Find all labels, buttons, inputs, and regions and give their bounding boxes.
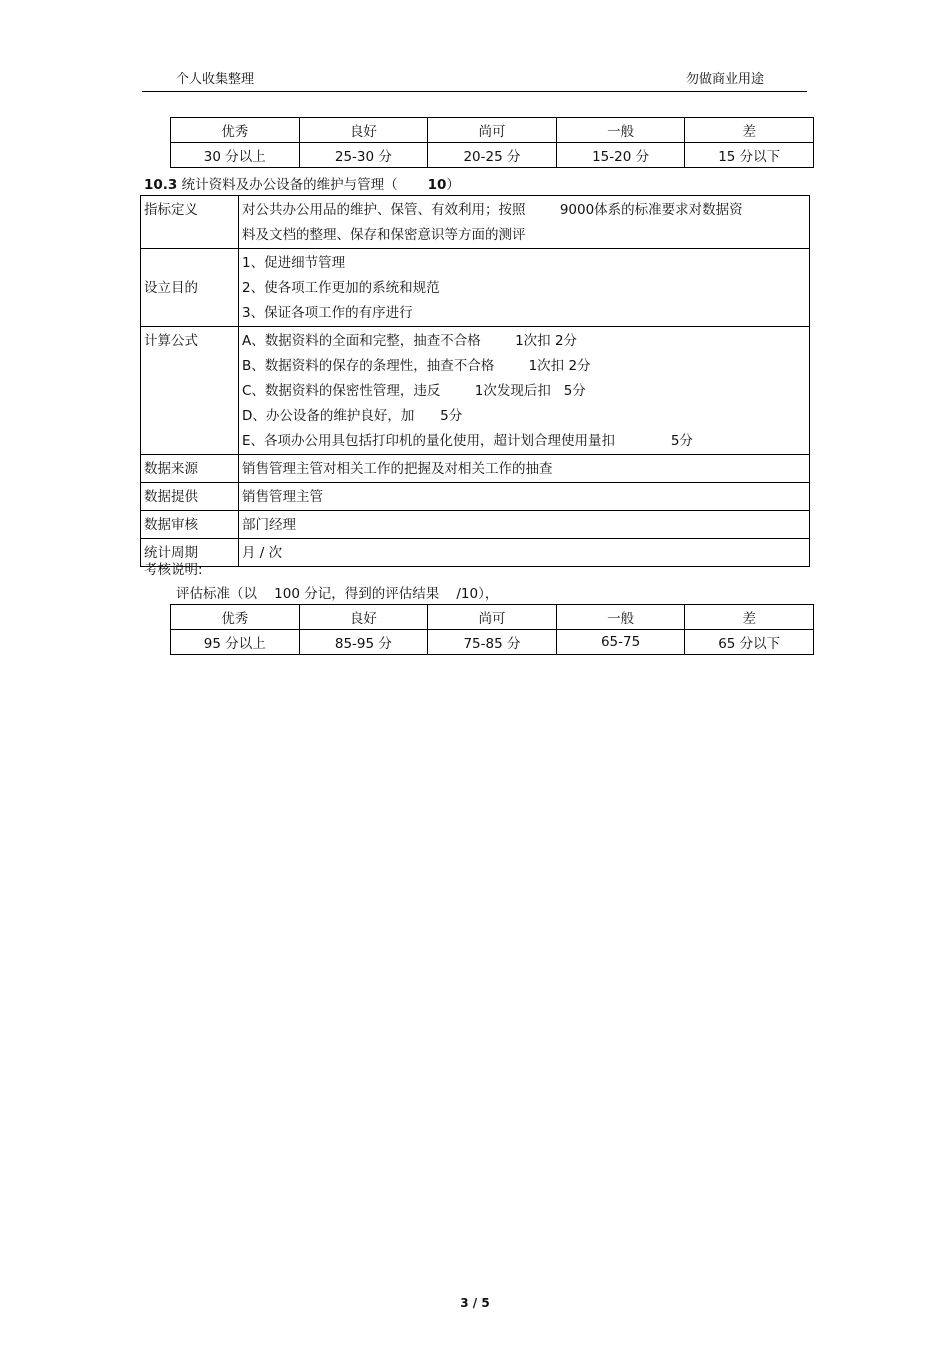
table-row-review: [141, 511, 810, 539]
grade-value-cell: 75-85 分: [428, 630, 557, 655]
content-line: 对公共办公用品的维护、保管、有效利用；按照 9000体系的标准要求对数据资: [242, 202, 743, 218]
header-right-text: 勿做商业用途: [686, 72, 765, 87]
content-line: E、各项办公用具包括打印机的量化使用，超计划合理使用量扣 5分: [242, 433, 693, 449]
grade-header-cell: 尚可: [428, 605, 557, 630]
table-row-formula: [141, 327, 810, 455]
grade-header-cell: 优秀: [171, 605, 300, 630]
row-content: 销售管理主管: [239, 483, 810, 511]
table-row-period: [141, 539, 810, 567]
grade-header-cell: 差: [685, 118, 814, 143]
section-weight: 10: [427, 177, 447, 193]
table-row-provider: [141, 483, 810, 511]
table-row-definition: [141, 196, 810, 249]
table-row-purpose: [141, 249, 810, 327]
grade-header-cell: 一般: [556, 118, 685, 143]
grade-table-value-row: [171, 143, 814, 168]
grade-table-value-row: [171, 630, 814, 655]
row-content: [239, 327, 810, 455]
content-line: 1、促进细节管理: [242, 255, 346, 271]
row-content: [239, 249, 810, 327]
grade-table-1: [170, 117, 814, 168]
grade-value-cell: 15-20 分: [556, 143, 685, 168]
grade-header-cell: 良好: [299, 605, 428, 630]
grade-table-2: [170, 604, 814, 655]
header-left-text: 个人收集整理: [176, 72, 255, 87]
row-label: 指标定义: [141, 196, 239, 249]
section-title-close: ）: [446, 177, 460, 193]
row-label: 数据审核: [141, 511, 239, 539]
grade-table-header-row: [171, 605, 814, 630]
grade-header-cell: 差: [685, 605, 814, 630]
row-content: [239, 196, 810, 249]
row-content: 部门经理: [239, 511, 810, 539]
row-label: 计算公式: [141, 327, 239, 455]
grade-header-cell: 优秀: [171, 118, 300, 143]
row-content: 销售管理主管对相关工作的把握及对相关工作的抽查: [239, 455, 810, 483]
row-label: 数据来源: [141, 455, 239, 483]
grade-value-cell: 85-95 分: [299, 630, 428, 655]
grade-value-cell: 15 分以下: [685, 143, 814, 168]
grade-table-header-row: [171, 118, 814, 143]
content-line: 2、使各项工作更加的系统和规范: [242, 280, 440, 296]
header-divider: [142, 91, 807, 92]
grade-value-cell: 95 分以上: [171, 630, 300, 655]
page-number: 3 / 5: [460, 1296, 490, 1310]
grade-value-cell: 20-25 分: [428, 143, 557, 168]
grade-header-cell: 一般: [556, 605, 685, 630]
grade-header-cell: 良好: [299, 118, 428, 143]
content-line: D、办公设备的维护良好，加 5分: [242, 408, 463, 424]
row-label: 设立目的: [141, 249, 239, 327]
content-line: A、数据资料的全面和完整，抽查不合格 1次扣 2分: [242, 333, 578, 349]
section-title: [144, 173, 460, 193]
content-line: 料及文档的整理、保存和保密意识等方面的测评: [242, 227, 526, 243]
content-line: B、数据资料的保存的条理性，抽查不合格 1次扣 2分: [242, 358, 591, 374]
indicator-table: [140, 195, 810, 567]
section-title-text: 统计资料及办公设备的维护与管理（: [177, 177, 398, 193]
evaluation-criteria: 评估标准（以 100 分记，得到的评估结果 /10），: [176, 586, 499, 602]
row-label: 数据提供: [141, 483, 239, 511]
grade-value-cell: 65 分以下: [685, 630, 814, 655]
content-line: C、数据资料的保密性管理，违反 1次发现后扣 5分: [242, 383, 586, 399]
content-line: 3、保证各项工作的有序进行: [242, 305, 413, 321]
row-content: 月 / 次: [239, 539, 810, 567]
grade-value-cell: 30 分以上: [171, 143, 300, 168]
section-number: 10.3: [144, 177, 178, 193]
grade-header-cell: 尚可: [428, 118, 557, 143]
table-row-source: [141, 455, 810, 483]
assessment-note: 考核说明:: [144, 562, 203, 578]
row-label: 统计周期: [141, 539, 239, 567]
grade-value-cell: 25-30 分: [299, 143, 428, 168]
grade-value-cell: 65-75: [556, 630, 685, 655]
